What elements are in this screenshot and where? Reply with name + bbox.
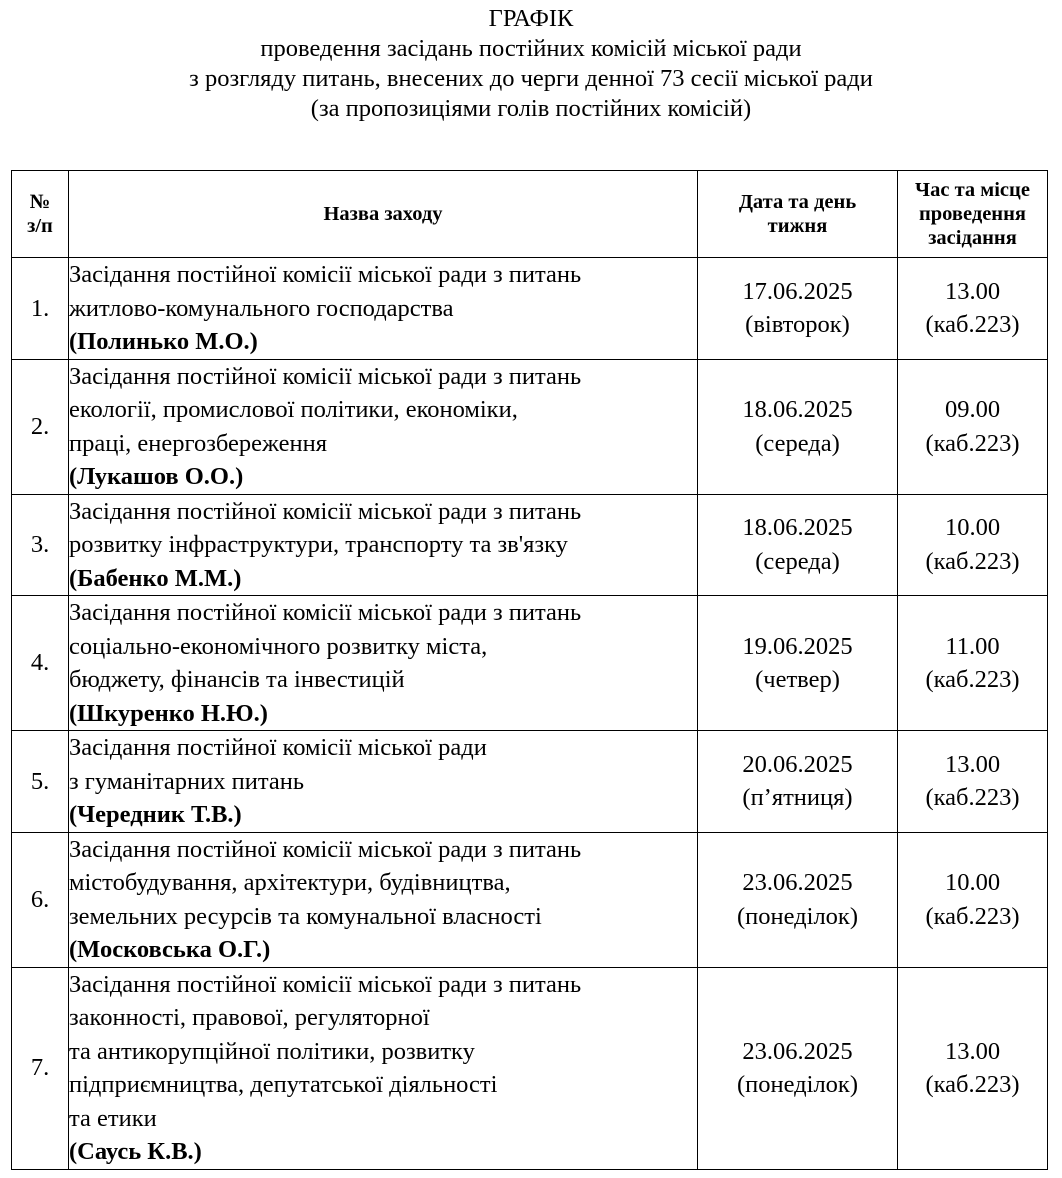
committee-chair: (Московська О.Г.): [69, 936, 271, 963]
event-name-line: Засідання постійної комісії міської ради з питань: [69, 970, 582, 998]
event-name-line: Засідання постійної комісії міської ради з питань: [69, 835, 582, 863]
meeting-date: 17.06.2025: [742, 277, 853, 305]
row-time-place: [898, 596, 1048, 731]
meeting-room: (каб.223): [925, 784, 1020, 812]
row-number: 3.: [12, 494, 69, 596]
meeting-weekday: (четвер): [755, 666, 840, 693]
row-date: [698, 359, 898, 494]
meeting-date: 20.06.2025: [742, 750, 853, 778]
meeting-date: 18.06.2025: [742, 514, 853, 542]
meeting-time: 13.00: [944, 1037, 1001, 1065]
event-name-line: житлово-комунального господарства: [69, 294, 454, 322]
schedule-table: [11, 170, 1048, 1170]
meeting-weekday: (п’ятниця): [742, 784, 853, 812]
row-date: [698, 494, 898, 596]
row-time-place: [898, 832, 1048, 967]
row-event-name: [69, 596, 698, 731]
row-date: [698, 967, 898, 1169]
event-name-line: та етики: [69, 1104, 157, 1132]
row-event-name: [69, 494, 698, 596]
row-date: [698, 258, 898, 360]
row-time-place: [898, 967, 1048, 1169]
row-number: 4.: [12, 596, 69, 731]
meeting-room: (каб.223): [925, 666, 1020, 693]
meeting-weekday: (понеділок): [737, 902, 858, 930]
committee-chair: (Шкуренко Н.Ю.): [69, 699, 268, 727]
row-number: 6.: [12, 832, 69, 967]
row-time-place: [898, 359, 1048, 494]
table-row: [12, 832, 1048, 967]
event-name-line: Засідання постійної комісії міської ради з питань: [69, 497, 582, 525]
table-row: [12, 967, 1048, 1169]
event-name-line: бюджету, фінансів та інвестицій: [69, 666, 405, 693]
meeting-time: 13.00: [944, 750, 1001, 778]
document-header: [0, 4, 1062, 124]
document-subtitle-line-2: з розгляду питань, внесених до черги денної 73 сесії міської ради: [189, 65, 873, 92]
event-name-line: праці, енергозбереження: [69, 429, 327, 457]
committee-chair: (Полинько М.О.): [69, 328, 258, 355]
table-row: [12, 596, 1048, 731]
table-row: [12, 494, 1048, 596]
row-number: 1.: [12, 258, 69, 360]
document-subtitle-line-3: (за пропозиціями голів постійних комісій): [310, 95, 752, 122]
meeting-time: 13.00: [944, 277, 1001, 305]
event-name-line: та антикорупційної політики, розвитку: [69, 1037, 475, 1065]
meeting-weekday: (понеділок): [737, 1071, 858, 1098]
meeting-room: (каб.223): [925, 902, 1020, 930]
meeting-weekday: (середа): [755, 547, 840, 575]
committee-chair: (Лукашов О.О.): [69, 463, 244, 490]
row-event-name: [69, 359, 698, 494]
meeting-date: 23.06.2025: [742, 869, 853, 896]
meeting-room: (каб.223): [925, 547, 1020, 575]
row-date: [698, 832, 898, 967]
row-event-name: [69, 258, 698, 360]
row-event-name: [69, 832, 698, 967]
row-time-place: [898, 731, 1048, 833]
event-name-line: законності, правової, регуляторної: [69, 1004, 430, 1031]
event-name-line: Засідання постійної комісії міської ради з питань: [69, 261, 582, 288]
meeting-weekday: (середа): [755, 429, 840, 457]
header-number: № з/п: [12, 171, 69, 258]
event-name-line: з гуманітарних питань: [69, 767, 305, 795]
committee-chair: (Саусь К.В.): [69, 1138, 202, 1165]
row-number: 7.: [12, 967, 69, 1169]
meeting-date: 19.06.2025: [742, 632, 853, 660]
table-row: [12, 359, 1048, 494]
meeting-date: 18.06.2025: [742, 396, 853, 423]
document-subtitle-line-1: проведення засідань постійних комісій міської ради: [260, 35, 802, 62]
row-date: [698, 596, 898, 731]
row-number: 2.: [12, 359, 69, 494]
committee-chair: (Чередник Т.В.): [69, 801, 242, 828]
meeting-date: 23.06.2025: [742, 1037, 853, 1065]
event-name-line: Засідання постійної комісії міської ради з питань: [69, 599, 582, 626]
meeting-room: (каб.223): [925, 311, 1020, 339]
committee-chair: (Бабенко М.М.): [69, 564, 242, 592]
meeting-time: 10.00: [944, 514, 1001, 542]
event-name-line: екології, промислової політики, економіки,: [69, 396, 518, 423]
event-name-line: Засідання постійної комісії міської ради з питань: [69, 362, 582, 390]
row-time-place: [898, 494, 1048, 596]
row-date: [698, 731, 898, 833]
meeting-time: 11.00: [945, 632, 1000, 660]
document-title: ГРАФІК: [488, 5, 574, 32]
meeting-room: (каб.223): [925, 1071, 1020, 1098]
header-time-place: Час та місце проведення засідання: [898, 171, 1048, 258]
event-name-line: підприємництва, депутатської діяльності: [69, 1071, 498, 1098]
event-name-line: розвитку інфраструктури, транспорту та зв'язку: [69, 531, 568, 558]
header-event-name: Назва заходу: [69, 171, 698, 258]
meeting-time: 10.00: [944, 869, 1001, 896]
event-name-line: Засідання постійної комісії міської ради: [69, 734, 487, 761]
meeting-weekday: (вівторок): [745, 311, 850, 339]
row-number: 5.: [12, 731, 69, 833]
row-time-place: [898, 258, 1048, 360]
table-header-row: [12, 171, 1048, 258]
event-name-line: земельних ресурсів та комунальної власності: [69, 902, 542, 930]
meeting-time: 09.00: [944, 396, 1001, 423]
meeting-room: (каб.223): [925, 429, 1020, 457]
event-name-line: містобудування, архітектури, будівництва,: [69, 869, 511, 896]
header-date: Дата та день тижня: [698, 171, 898, 258]
row-event-name: [69, 731, 698, 833]
event-name-line: соціально-економічного розвитку міста,: [69, 632, 488, 660]
table-row: [12, 258, 1048, 360]
table-row: [12, 731, 1048, 833]
row-event-name: [69, 967, 698, 1169]
